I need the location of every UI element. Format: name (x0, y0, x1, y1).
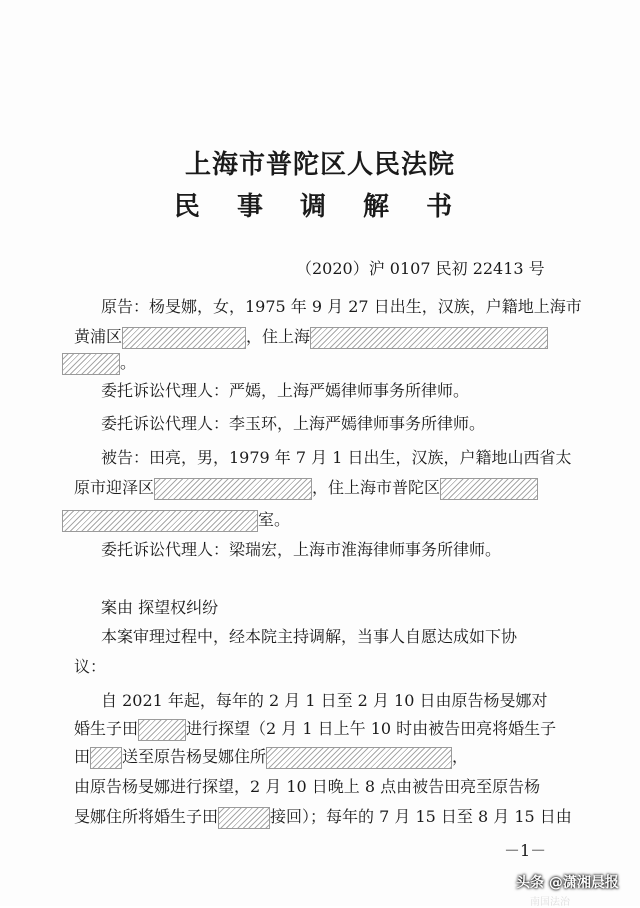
defendant-residence-label: ，住上海市普陀区 (312, 478, 441, 497)
paragraph-2-line-2-start: 婚生子田 (74, 719, 139, 738)
paragraph-2-line-3-mid: 送至原告杨旻娜住所 (122, 747, 267, 766)
plaintiff-line-2 (74, 326, 548, 349)
faint-watermark: 南国法治 (530, 897, 570, 908)
plaintiff-district: 黄浦区 (74, 327, 123, 346)
redaction-block (62, 510, 258, 532)
case-number: （2020）沪 0107 民初 22413 号 (296, 259, 545, 278)
redaction-block (90, 747, 122, 769)
defendant-line-3-end: 室。 (258, 510, 291, 529)
court-name-title: 上海市普陀区人民法院 (184, 150, 455, 180)
defendant-line-1: 被告：田亮，男，1979 年 7 月 1 日出生，汉族，户籍地山西省太 (101, 448, 572, 467)
document-type-title: 民 事 调 解 书 (173, 192, 467, 222)
defendant-district: 原市迎泽区 (74, 478, 155, 497)
paragraph-2-line-5-start: 旻娜住所将婚生子田 (74, 807, 219, 826)
plaintiff-line-3 (62, 352, 136, 375)
plaintiff-residence-label: ，住上海 (246, 327, 311, 346)
plaintiff-line-3-end: 。 (120, 353, 137, 372)
redaction-block (266, 747, 452, 769)
paragraph-1-line-2: 议： (74, 657, 107, 676)
page-number: －1－ (504, 841, 547, 860)
paragraph-2-line-5-end: 接回）；每年的 7 月 15 日至 8 月 15 日由 (270, 807, 572, 826)
redaction-block (62, 353, 120, 375)
redaction-block (310, 327, 548, 349)
defendant-line-3 (62, 509, 290, 532)
paragraph-2-line-3 (74, 746, 468, 769)
paragraph-2-line-1: 自 2021 年起，每年的 2 月 1 日至 2 月 10 日由原告杨旻娜对 (101, 691, 548, 710)
redaction-block (122, 327, 246, 349)
paragraph-2-line-5 (74, 806, 572, 829)
redaction-block (138, 719, 186, 741)
plaintiff-agent-2: 委托诉讼代理人：李玉环，上海严嫣律师事务所律师。 (101, 414, 486, 433)
paragraph-2-line-2 (74, 718, 556, 741)
paragraph-2-line-4: 由原告杨旻娜进行探望，2 月 10 日晚上 8 点由被告田亮至原告杨 (74, 777, 541, 796)
redaction-block (218, 807, 270, 829)
plaintiff-line-1: 原告：杨旻娜，女，1975 年 9 月 27 日出生，汉族，户籍地上海市 (101, 297, 582, 316)
paragraph-2-line-3-start: 田 (74, 747, 91, 766)
paragraph-2-line-2-end: 进行探望（2 月 1 日上午 10 时由被告田亮将婚生子 (186, 719, 557, 738)
paragraph-1-line-1: 本案审理过程中，经本院主持调解，当事人自愿达成如下协 (101, 627, 518, 646)
source-watermark: 头条 @潇湘晨报 (516, 875, 619, 891)
paragraph-2-line-3-end: ， (452, 747, 469, 766)
redaction-block (440, 478, 538, 500)
defendant-line-2 (74, 477, 538, 500)
redaction-block (154, 478, 312, 500)
case-cause: 案由 探望权纠纷 (101, 598, 219, 617)
plaintiff-agent-1: 委托诉讼代理人：严嫣，上海严嫣律师事务所律师。 (101, 381, 470, 400)
defendant-agent: 委托诉讼代理人：梁瑞宏，上海市淮海律师事务所律师。 (101, 540, 502, 559)
